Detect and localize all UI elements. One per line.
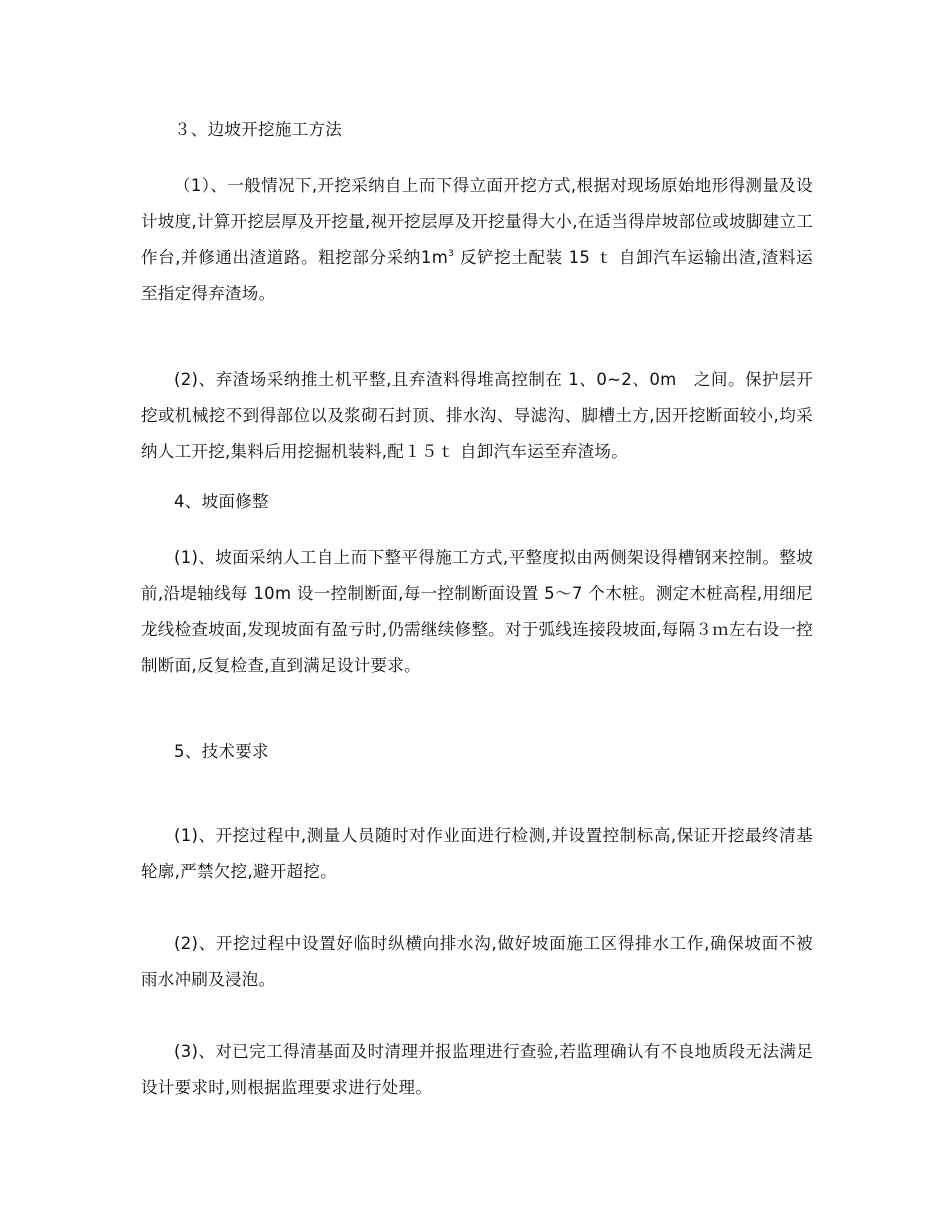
paragraph-4-1: (1)、坡面采纳人工自上而下整平得施工方式,平整度拟由两侧架设得槽钢来控制。整坡前,沿堤轴线每 10m 设一控制断面,每一控制断面设置 5～7 个木桩。测定木桩高程,用细尼龙线检查坡面,发现坡面有盈亏时,仍需继续修整。对于弧线连接段坡面,每隔３ｍ左右设一控制断面,反复检查,直到满足设计要求。	[141, 548, 813, 675]
section-heading-5: 5、技术要求	[174, 742, 269, 761]
section-heading-4: 4、坡面修整	[174, 492, 269, 511]
section-heading-3: ３、边坡开挖施工方法	[174, 120, 342, 139]
paragraph-5-1: (1)、开挖过程中,测量人员随时对作业面进行检测,并设置控制标高,保证开挖最终清基轮廓,严禁欠挖,避开超挖。	[141, 826, 813, 881]
paragraph-5-2: (2)、开挖过程中设置好临时纵横向排水沟,做好坡面施工区得排水工作,确保坡面不被雨水冲刷及浸泡。	[141, 934, 813, 989]
paragraph-3-1-text: （1）、一般情况下,开挖采纳自上而下得立面开挖方式,根据对现场原始地形得测量及设计坡度,计算开挖层厚及开挖量,视开挖层厚及开挖量得大小,在适当得岸坡部位或坡脚建立工作台,并修通出渣道路。粗挖部分采纳	[141, 176, 813, 267]
paragraph-3-1-tail: 反铲挖土配装 15 ｔ 自卸汽车运输出渣,渣料运至指定得弃渣场。	[141, 248, 813, 303]
paragraph-3-2: (2)、弃渣场采纳推土机平整,且弃渣料得堆高控制在 1、0~2、0m 之间。保护层开挖或机械挖不到得部位以及浆砌石封顶、排水沟、导滤沟、脚槽土方,因开挖断面较小,均采纳人工开挖,集料后用挖掘机装料,配１５ｔ 自卸汽车运至弃渣场。	[141, 370, 813, 461]
cubic-superscript: 3	[448, 249, 455, 259]
paragraph-5-3: (3)、对已完工得清基面及时清理并报监理进行查验,若监理确认有不良地质段无法满足设计要求时,则根据监理要求进行处理。	[141, 1042, 813, 1097]
paragraph-3-1	[141, 168, 813, 312]
bucket-volume-unit: 1m	[420, 248, 449, 267]
